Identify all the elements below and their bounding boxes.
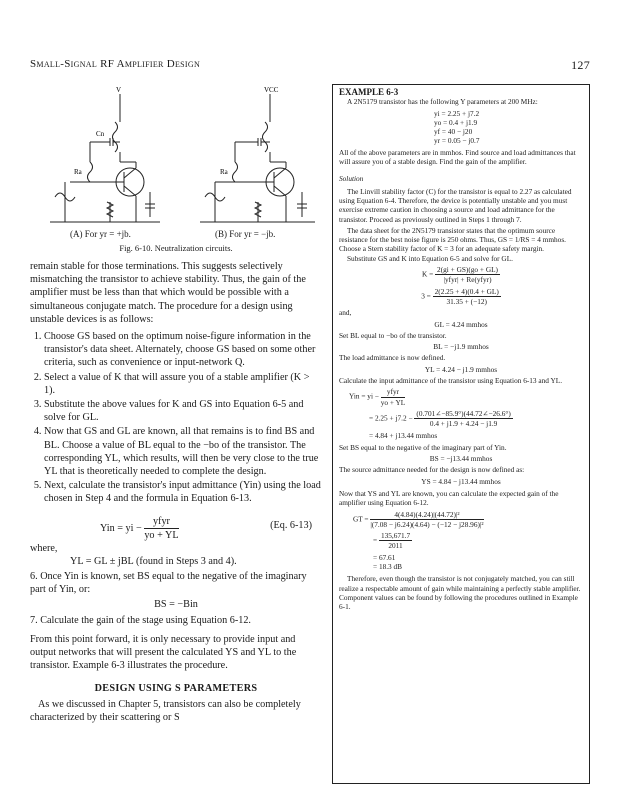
label-ra-b: Ra [220,168,228,176]
running-header [30,58,590,74]
step-6: 6. Once Yin is known, set BS equal to the negative of the imaginary part of Yin, or: [30,571,307,596]
example-title: EXAMPLE 6-3 [339,87,399,97]
left-column [30,82,322,724]
sol-2: The data sheet for the 2N5179 transistor states that the optimum source resistance for the best noise figure is 250 ohms. Thus, GS = 1/RS = 4 mmhos. Choose a Stern stability factor of K = 3 for an adequate safety margin. [339,225,566,254]
step-7: 7. Calculate the gain of the stage using Equation 6-12. [30,614,251,626]
step-3: 3. Substitute the above values for K and GS into Equation 6-5 and solve for GL. [44,398,322,424]
closing-paragraph: From this point forward, it is only necessary to provide input and output networks that will present the calculated YS and YL to the transistor. Example 6-3 illustrates the procedure. [30,633,297,672]
example-task: All of the above parameters are in mmhos. Find source and load admittances that will assure you of a stable design. Find the gain of the amplifier. [339,147,576,167]
step-2: 2. Select a value of K that will assure you of a stable amplifier (K > 1). [44,371,322,397]
equation-6-13 [30,509,322,539]
inductor-b [263,122,268,152]
bs-equation: BS = −Bin [154,599,198,611]
sol-3: Substitute GS and K into Equation 6-5 and solve for GL. [347,253,513,263]
bl-result: BL = −j1.9 mmhos [433,342,489,352]
section-text: As we discussed in Chapter 5, transistors can also be completely characterized by their scattering or S [30,698,301,723]
sol-1: The Linvill stability factor (C) for the transistor is equal to 2.27 as calculated using Equation 6-4. Therefore, the device is potentially unstable and you must exercise extreme caution in choosing a source and load admittance for the transistor. Proceed as previously outlined in Steps 1 through 7. [339,186,572,224]
gt-value: = $\frac{135,671.7}{2011}$ [373,531,411,551]
step-4: 4. Now that GS and GL are known, all that remains is to find BS and BL. Choose a value of BL equal to the −bo of the transistor. The corresponding YL, which results, will then be very close to the true YL that is theoretically needed to complete the design. [44,425,322,478]
example-box [332,84,590,784]
param-yf: yf = 40 − j20 [434,127,473,137]
eq-lhs: Yin = yi − [100,522,142,534]
caption-a: (A) For yr = +jb. [70,229,131,239]
caption-b: (B) For yr = −jb. [215,229,276,239]
intro-paragraph: remain stable for those terminations. This suggests selectively mismatching the transistor to achieve stability. Thus, the gain of the amplifier must be less than that which would be possible with a simultaneous conjugate match. The procedure for a design using unstable devices is as follows: [30,261,306,325]
param-yi: yi = 2.25 + j7.2 [434,108,480,118]
eq-tag: (Eq. 6-13) [270,519,312,531]
section-heading: DESIGN USING S PARAMETERS [94,683,258,695]
param-yr: yr = 0.05 − j0.7 [434,136,480,146]
sol-6: Calculate the input admittance of the transistor using Equation 6-13 and YL. [339,376,563,386]
sol-9: Now that YS and YL are known, you can calculate the expected gain of the amplifier using Equation 6-12. [339,488,559,508]
figure-caption: Fig. 6-10. Neutralization circuits. [119,243,233,253]
label-cn: Cn [96,130,105,138]
sol-10: Therefore, even though the transistor is not conjugately matched, you can still realize a respectable amount of gain while maintaining a perfectly stable amplifier. Component values can be found by following the procedures outlined in Example 6-1. [339,574,581,612]
where-label: where, [30,542,58,554]
sol-4: Set BL equal to −bo of the transistor. [339,330,447,340]
solution-label: Solution [339,174,364,184]
label-vcc-b: VCC [264,86,279,94]
gl-result: GL = 4.24 mmhos [434,319,488,329]
label-ra-a: Ra [74,168,82,176]
k-substituted: 3 = $\frac{2(2.25 + 4)(0.4 + GL)}{31.35 + (-12)}$ [421,286,499,306]
yin-result: = 4.84 + j13.44 mmhos [369,430,438,440]
sol-8: The source admittance needed for the design is now defined as: [339,465,525,475]
y-params [339,109,583,146]
step-5: 5. Next, calculate the transistor's input admittance (Yin) using the load chosen in Step 4 and the formula in Equation 6-13. [44,479,322,505]
param-yo: yo = 0.4 + j1.9 [434,117,478,127]
yin-formula: Yin = yi − $\frac{\text{yfyr}}{yo + YL}$ [349,387,406,407]
procedure-steps [30,330,322,506]
page-number: 127 [571,58,590,72]
gt-formula: GT = $\frac{\text{4(4.84)(4.24)|(44.72)|²}}{\text{|(7.08 − j6.24)(4.64) − (−12 − j28.96)|²}}$ [353,509,484,529]
gt-ratio: = 67.61 [373,552,396,562]
inductor-a [113,122,118,152]
gt-db: = 18.3 dB [373,562,403,572]
yl-result: YL = 4.24 − j1.9 mmhos [424,364,498,374]
sol-7: Set BS equal to the negative of the imaginary part of Yin. [339,442,507,452]
where-line: YL = GL ± jBL (found in Steps 3 and 4). [70,555,237,567]
sol-5: The load admittance is now defined. [339,353,446,363]
bs-result: BS = −j13.44 mmhos [429,454,493,464]
step-1: 1. Choose GS based on the optimum noise-figure information in the transistor's data sheet. Alternately, choose GS based on some other criteria, such as convenience or input-network Q. [44,330,322,370]
eq-den: yo + YL [144,529,179,541]
header-title: Small-Signal RF Amplifier Design [30,58,201,70]
and-label: and, [339,308,352,318]
circuit-diagrams [30,82,322,242]
label-v-a: V [116,86,122,94]
k-formula: K = $\frac{2(gi + GS)(go + GL)}{\text{|yfyr| + Re(yfyr)}}$ [422,265,498,285]
ys-result: YS = 4.84 − j13.44 mmhos [421,476,501,486]
yin-substituted: = 2.25 + j7.2 − $\frac{(0.701\angle-85.9^\circ)(44.72\angle-26.6^\circ)}{0.4 + j1.9 + 4.24 - j1.9}$ [369,408,511,429]
example-intro: A 2N5179 transistor has the following Y parameters at 200 MHz: [347,97,538,107]
eq-num: yfyr [144,515,178,529]
figure-neutralization [30,82,322,282]
